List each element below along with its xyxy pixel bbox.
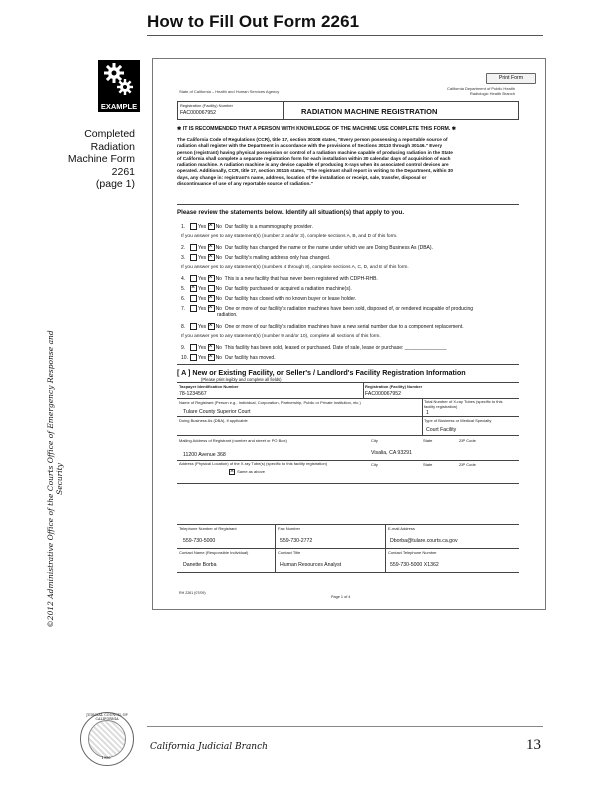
intro-line: of California shall complete a separate registration form for each installation within 30 calendar days of acquisition of each bbox=[177, 155, 451, 161]
form-page-number: Page 1 of 4 bbox=[331, 595, 351, 599]
email-label: E-mail Address bbox=[388, 526, 415, 531]
yes-checkbox[interactable] bbox=[190, 323, 197, 330]
intro-line: The California Code of Regulations (CCR), title 17, section 30108 states, "Every person possessing a reportable source of bbox=[177, 137, 448, 142]
side-caption-line: (page 1) bbox=[95, 178, 135, 190]
mailing-city-field[interactable]: Visalia, CA 93291 bbox=[371, 450, 412, 456]
intro-line: radiation machine. A radiation machine is any device capable of producing X-rays when its associated control devices are bbox=[177, 162, 449, 168]
same-as-above-label: Same as above bbox=[237, 469, 265, 475]
no-label: No bbox=[215, 285, 222, 292]
taxpayer-label: Taxpayer Identification Number bbox=[179, 384, 239, 389]
contact-phone-field[interactable]: 559-730-5000 X1362 bbox=[390, 562, 439, 568]
side-caption-line: Machine Form bbox=[67, 153, 135, 165]
no-checkbox-checked[interactable] bbox=[208, 223, 215, 230]
if-answer-note: If you answer yes to any statement(s) (numbers 4 through 8), complete sections A, C, D, and E of this form. bbox=[181, 265, 409, 270]
registrant-name-label: Name of Registrant (Person e.g., Individual, Corporation, Partnership, Public or Private Institution, etc.) bbox=[179, 400, 361, 405]
grid-line bbox=[177, 382, 519, 383]
zip-label: ZIP Code bbox=[459, 438, 476, 443]
no-checkbox-checked[interactable] bbox=[208, 354, 215, 361]
statement-row bbox=[181, 295, 356, 302]
yes-checkbox[interactable] bbox=[190, 305, 197, 312]
statement-number: 10. bbox=[181, 354, 188, 361]
statement-text: One or more of our facility's radiation machines have been sold, disposed of, or rendered incapable of producing bbox=[224, 305, 474, 312]
no-label: No bbox=[215, 305, 222, 312]
form-title: RADIATION MACHINE REGISTRATION bbox=[301, 107, 438, 116]
no-label: No bbox=[215, 223, 222, 230]
statement-row bbox=[181, 275, 378, 282]
no-checkbox-checked[interactable] bbox=[208, 254, 215, 261]
yes-label: Yes bbox=[198, 323, 207, 330]
dba-label: Doing Business As (DBA), if applicable bbox=[179, 418, 248, 423]
no-label: No bbox=[215, 275, 222, 282]
no-label: No bbox=[215, 295, 222, 302]
same-as-above-row bbox=[229, 469, 265, 475]
side-caption-line: Completed bbox=[84, 128, 135, 140]
taxpayer-field[interactable]: 78-1234567 bbox=[179, 391, 207, 397]
yes-label: Yes bbox=[198, 305, 207, 312]
same-as-above-checkbox[interactable] bbox=[229, 469, 235, 475]
statement-number: 6. bbox=[181, 295, 186, 302]
gears-icon-graphic bbox=[98, 60, 140, 102]
print-form-button[interactable]: Print Form bbox=[486, 73, 536, 84]
footer-brand: California Judicial Branch bbox=[150, 742, 268, 752]
xray-tubes-label: Total Number of X-ray Tubes (specific to this facility registration) bbox=[424, 399, 503, 409]
fax-label: Fax Number bbox=[278, 526, 301, 531]
recommendation: ✱ IT IS RECOMMENDED THAT A PERSON WITH KNOWLEDGE OF THE MACHINE USE COMPLETE THIS FORM. ✱ bbox=[177, 126, 457, 132]
agency-right-line: Radiologic Health Branch bbox=[469, 91, 515, 96]
statement-row bbox=[181, 254, 330, 261]
yes-label: Yes bbox=[198, 354, 207, 361]
side-caption-line: 2261 bbox=[111, 165, 135, 178]
example-badge: EXAMPLE bbox=[98, 101, 140, 112]
contact-name-label: Contact Name (Responsible Individual) bbox=[179, 550, 249, 555]
intro-line: radiation shall register with the Department in accordance with the provisions of Sections 30110 through 30146." Every bbox=[177, 143, 443, 149]
statement-row bbox=[181, 323, 464, 330]
no-checkbox[interactable] bbox=[208, 285, 215, 292]
intro-paragraph bbox=[177, 137, 522, 187]
yes-checkbox[interactable] bbox=[190, 254, 197, 261]
yes-label: Yes bbox=[198, 275, 207, 282]
no-checkbox-checked[interactable] bbox=[208, 323, 215, 330]
statement-number: 3. bbox=[181, 254, 186, 261]
phone-label: Telephone Number of Registrant bbox=[179, 526, 237, 531]
yes-checkbox[interactable] bbox=[190, 354, 197, 361]
form-2261-page bbox=[152, 58, 546, 610]
form-code: RH 2261 (07/09) bbox=[179, 591, 206, 595]
review-heading: Please review the statements below. Identify all situation(s) that apply to you. bbox=[177, 209, 405, 216]
grid-line bbox=[177, 524, 519, 525]
statement-continuation: radiation. bbox=[217, 312, 238, 318]
statement-row bbox=[181, 354, 276, 361]
grid-line bbox=[363, 382, 364, 398]
statement-row bbox=[181, 344, 446, 351]
mailing-address-label: Mailing Address of Registrant (number and street or PO Box) bbox=[179, 438, 287, 443]
no-checkbox-checked[interactable] bbox=[208, 295, 215, 302]
intro-line: person (registrant) having physical possession or control of a radiation machine capable of producing radiation in the State bbox=[177, 149, 453, 155]
agency-right-line: California Department of Public Health bbox=[446, 86, 515, 91]
contact-title-field[interactable]: Human Resources Analyst bbox=[280, 562, 342, 568]
header-divider bbox=[283, 101, 284, 119]
statement-row bbox=[181, 244, 433, 251]
section-a-top-rule bbox=[177, 364, 519, 365]
no-checkbox-checked[interactable] bbox=[208, 244, 215, 251]
yes-checkbox[interactable] bbox=[190, 244, 197, 251]
statement-text: Our facility has moved. bbox=[224, 354, 276, 361]
grid-line bbox=[177, 483, 519, 484]
statement-number: 1. bbox=[181, 223, 186, 230]
registrant-name-field[interactable]: Tulare County Superior Court bbox=[183, 409, 251, 415]
registration-number-field[interactable]: FAC000067952 bbox=[365, 391, 402, 397]
contact-phone-label: Contact Telephone Number bbox=[388, 550, 437, 555]
business-type-field[interactable]: Court Facility bbox=[426, 427, 457, 433]
statement-number: 2. bbox=[181, 244, 186, 251]
intro-line: discontinuance of use of any reportable source of radiation." bbox=[177, 181, 313, 187]
grid-line bbox=[385, 524, 386, 572]
seal-center-emblem bbox=[88, 720, 126, 758]
statement-number: 5. bbox=[181, 285, 186, 292]
statement-text: This is a new facility that has never been registered with CDPH-RHB. bbox=[224, 275, 378, 282]
yes-checkbox[interactable] bbox=[190, 275, 197, 282]
side-caption bbox=[60, 128, 135, 191]
statement-row bbox=[181, 305, 473, 312]
xray-tubes-field[interactable]: 1 bbox=[426, 410, 429, 416]
no-label: No bbox=[215, 344, 222, 351]
no-label: No bbox=[215, 254, 222, 261]
statement-text: This facility has been sold, leased or purchased. Date of sale, lease or purchase: _______________ bbox=[224, 344, 447, 351]
city-label: City bbox=[371, 438, 378, 443]
section-a-subtitle: (Please print legibly and complete all fields) bbox=[201, 377, 282, 382]
no-label: No bbox=[215, 354, 222, 361]
statement-number: 9. bbox=[181, 344, 186, 351]
copyright-credit: ©2012 Administrative Office of the Courts Office of Emergency Response and Security bbox=[46, 330, 64, 628]
title-divider bbox=[147, 35, 543, 36]
reg-number-value[interactable]: FAC000067952 bbox=[180, 110, 217, 116]
grid-line bbox=[275, 524, 276, 572]
state-label: State bbox=[423, 438, 433, 443]
fax-field[interactable]: 559-730-2772 bbox=[280, 538, 313, 544]
reg-number-label: Registration (Facility) Number bbox=[180, 103, 233, 108]
agency-left: State of California – Health and Human Services Agency bbox=[179, 89, 280, 94]
no-label: No bbox=[215, 244, 222, 251]
seal-year: 1926 bbox=[101, 756, 111, 760]
intro-line: operated. Additionally, CCR, title 17, section 30115 states, "The registrant shall report in writing to the Department, within 30 bbox=[177, 168, 453, 174]
section-divider bbox=[177, 204, 519, 205]
grid-line bbox=[177, 435, 519, 436]
no-checkbox-checked[interactable] bbox=[208, 344, 215, 351]
statement-row bbox=[181, 285, 352, 292]
side-caption-line: Radiation bbox=[90, 140, 135, 153]
no-checkbox-checked[interactable] bbox=[208, 305, 215, 312]
page-title: How to Fill Out Form 2261 bbox=[147, 12, 360, 31]
xray-address-label: Address (Physical Location) of the X-ray Tube(s) (specific to this facility registration) bbox=[179, 461, 328, 466]
no-label: No bbox=[215, 323, 222, 330]
statement-number: 4. bbox=[181, 275, 186, 282]
statement-number: 7. bbox=[181, 305, 186, 312]
yes-checkbox[interactable] bbox=[190, 223, 197, 230]
statement-number: 8. bbox=[181, 323, 186, 330]
contact-title-label: Contact Title bbox=[278, 550, 301, 555]
statement-text: Our facility purchased or acquired a radiation machine(s). bbox=[224, 285, 352, 292]
statement-row bbox=[181, 223, 313, 230]
no-checkbox-checked[interactable] bbox=[208, 275, 215, 282]
section-a-title: [ A ] New or Existing Facility, or Seller's / Landlord's Facility Registration Information bbox=[177, 368, 466, 377]
yes-label: Yes bbox=[198, 285, 207, 292]
mailing-address-field[interactable]: 11200 Avenue 368 bbox=[183, 452, 226, 458]
grid-line bbox=[177, 548, 519, 549]
statement-text: Our facility is a mammography provider. bbox=[224, 223, 313, 230]
agency-right bbox=[443, 86, 515, 96]
email-field[interactable]: Dborba@tulare.courts.ca.gov bbox=[390, 538, 458, 544]
yes-checkbox-checked[interactable] bbox=[190, 285, 197, 292]
footer-divider bbox=[147, 726, 543, 727]
grid-line bbox=[177, 416, 519, 417]
page-number: 13 bbox=[526, 737, 541, 753]
zip-label: ZIP Code bbox=[459, 462, 476, 467]
yes-label: Yes bbox=[198, 254, 207, 261]
phone-field[interactable]: 559-730-5000 bbox=[183, 538, 216, 544]
registration-number-label: Registration (Facility) Number bbox=[365, 384, 423, 389]
seal-text: JUDICIAL COUNCIL OF CALIFORNIA bbox=[86, 713, 128, 721]
intro-line: days, any change in: registrant's name, address, location of the installation or receipt, sale, transfer, disposal or bbox=[177, 174, 427, 180]
yes-label: Yes bbox=[198, 295, 207, 302]
state-label: State bbox=[423, 462, 433, 467]
contact-name-field[interactable]: Danette Borba bbox=[183, 562, 217, 568]
grid-line bbox=[177, 572, 519, 573]
if-answer-note: If you answer yes to any statement(s) (number 9 and/or 10), complete all sections of this form. bbox=[181, 334, 381, 339]
yes-label: Yes bbox=[198, 244, 207, 251]
statement-text: Our facility's mailing address only has changed. bbox=[224, 254, 331, 261]
statement-text: Our facility has changed the name or the name under which we are Doing Business As (DBA). bbox=[224, 244, 433, 251]
statement-text: One or more of our facility's radiation machines have a new serial number due to a component replacement. bbox=[224, 323, 464, 330]
yes-label: Yes bbox=[198, 344, 207, 351]
city-label: City bbox=[371, 462, 378, 467]
business-type-label: Type of Business or Medical Specialty bbox=[424, 418, 492, 423]
yes-checkbox[interactable] bbox=[190, 295, 197, 302]
yes-checkbox[interactable] bbox=[190, 344, 197, 351]
yes-label: Yes bbox=[198, 223, 207, 230]
statement-text: Our facility has closed with no known buyer or lease holder. bbox=[224, 295, 357, 302]
if-answer-note: If you answer yes to any statement(s) (number 2 and/or 3), complete sections A, B, and D of this form. bbox=[181, 234, 398, 239]
